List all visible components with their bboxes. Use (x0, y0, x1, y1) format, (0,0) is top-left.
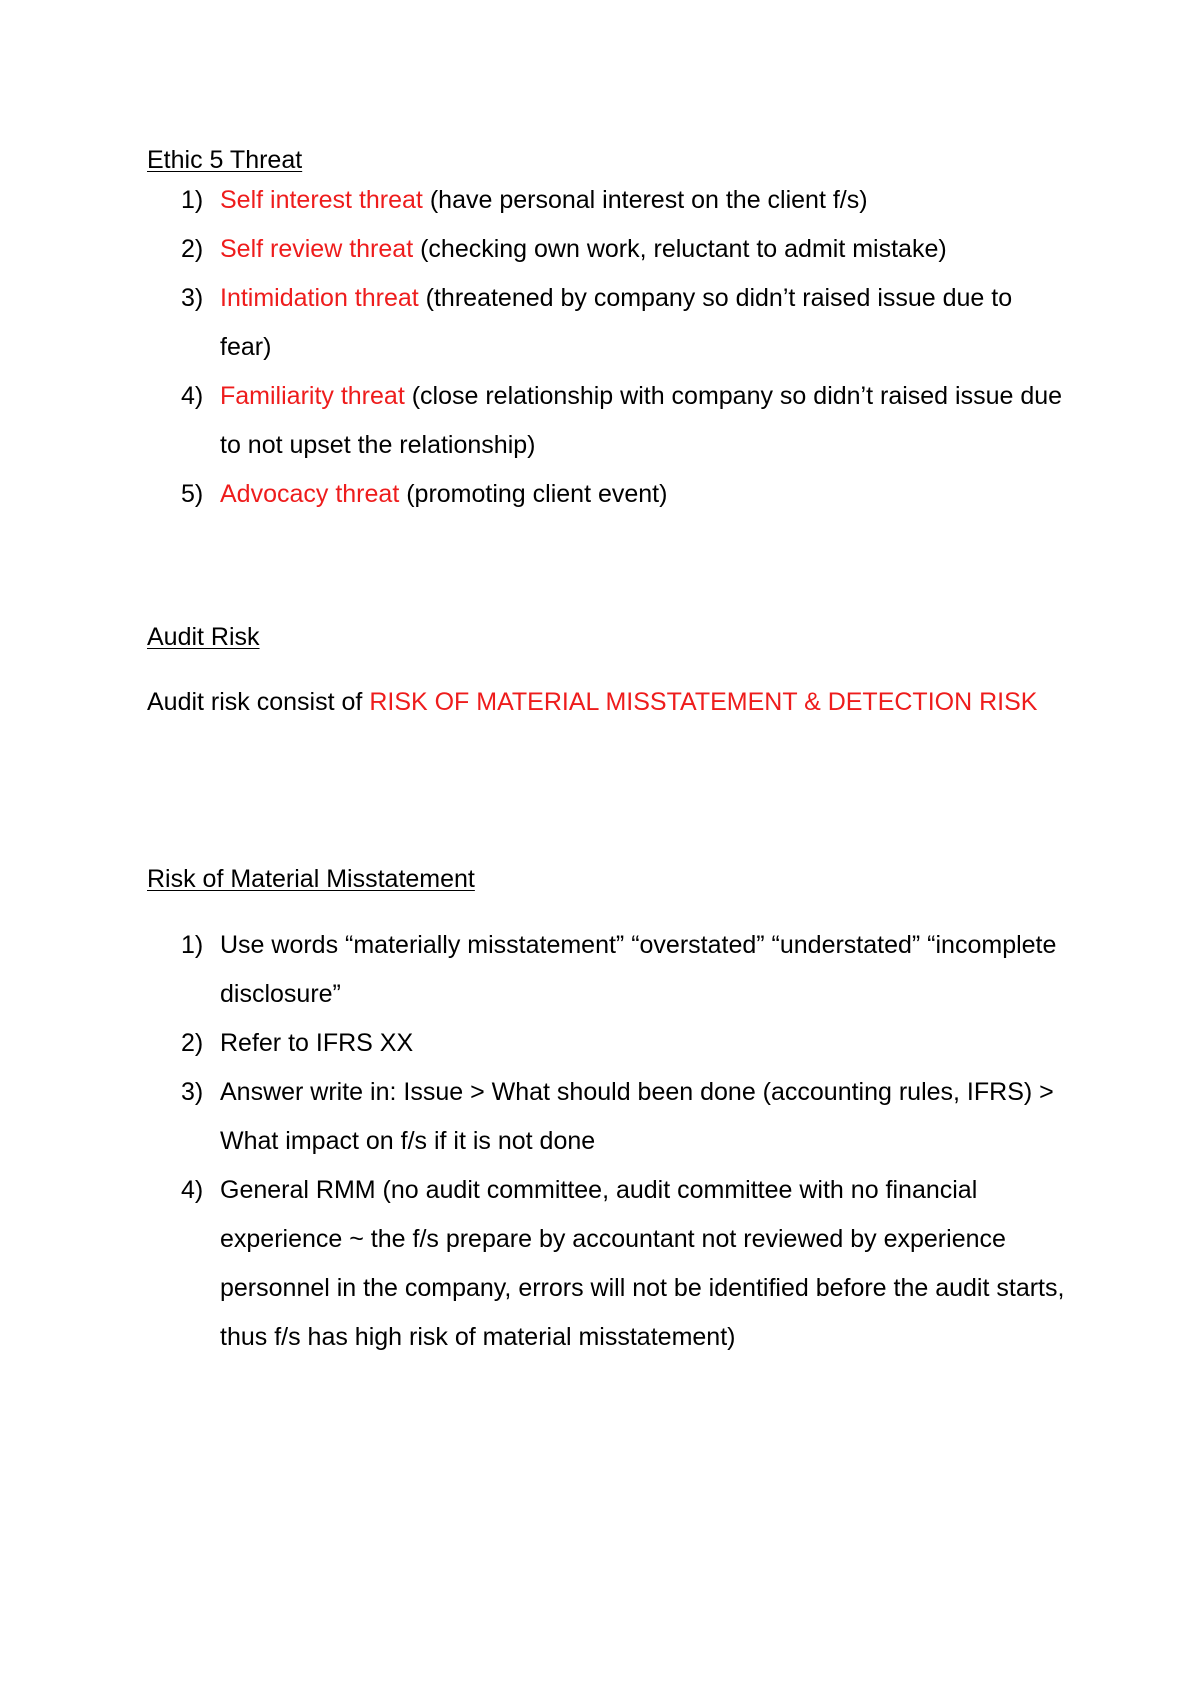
list-number: 3) (181, 1078, 204, 1106)
list-number: 2) (181, 235, 204, 263)
list-item-text: Use words “materially misstatement” “overstated” “understated” “incomplete disclosure” (220, 931, 1057, 1008)
threat-term: Familiarity threat (220, 382, 405, 410)
threat-term: Self interest threat (220, 186, 423, 214)
threat-term: Self review threat (220, 235, 414, 263)
list-item (0, 372, 1070, 470)
section-heading-audit-risk: Audit Risk (147, 623, 260, 651)
section-heading-rmm: Risk of Material Misstatement (147, 865, 475, 893)
threat-term: Advocacy threat (220, 480, 400, 508)
list-item (0, 921, 1070, 1019)
threat-list (0, 176, 1200, 519)
list-item (0, 176, 1070, 225)
section-heading-ethic-threats: Ethic 5 Threat (147, 146, 303, 174)
threat-description: (threatened by company so didn’t raised issue due to fear) (220, 284, 1013, 361)
audit-risk-highlight: RISK OF MATERIAL MISSTATEMENT & DETECTION RISK (369, 688, 1038, 716)
rmm-list (0, 921, 1200, 1362)
list-item-text: Answer write in: Issue > What should been done (accounting rules, IFRS) > What impact on f/s if it is not done (220, 1078, 1054, 1155)
list-item (0, 225, 1070, 274)
list-item (0, 1019, 1070, 1068)
list-number: 3) (181, 284, 204, 312)
list-item-text: Refer to IFRS XX (220, 1029, 414, 1057)
list-number: 2) (181, 1029, 204, 1057)
list-item (0, 1068, 1070, 1166)
audit-risk-prefix: Audit risk consist of (147, 688, 370, 716)
threat-description: (promoting client event) (399, 480, 668, 508)
audit-risk-paragraph (147, 678, 1087, 727)
list-number: 1) (181, 186, 204, 214)
list-item (0, 470, 1070, 519)
threat-term: Intimidation threat (220, 284, 419, 312)
list-item-text: General RMM (no audit committee, audit committee with no financial experience ~ the f/s prepare by accountant not reviewed by experience personnel in the company, errors will not be identified before the audit starts, thus f/s has high risk of material misstatement) (220, 1176, 1065, 1351)
threat-description: (have personal interest on the client f/s) (422, 186, 868, 214)
list-number: 4) (181, 1176, 204, 1204)
list-number: 5) (181, 480, 204, 508)
threat-description: (checking own work, reluctant to admit mistake) (413, 235, 947, 263)
list-item (0, 1166, 1070, 1362)
threat-description: (close relationship with company so didn’t raised issue due to not upset the relationship) (220, 382, 1063, 459)
list-number: 1) (181, 931, 204, 959)
list-number: 4) (181, 382, 204, 410)
list-item (0, 274, 1070, 372)
